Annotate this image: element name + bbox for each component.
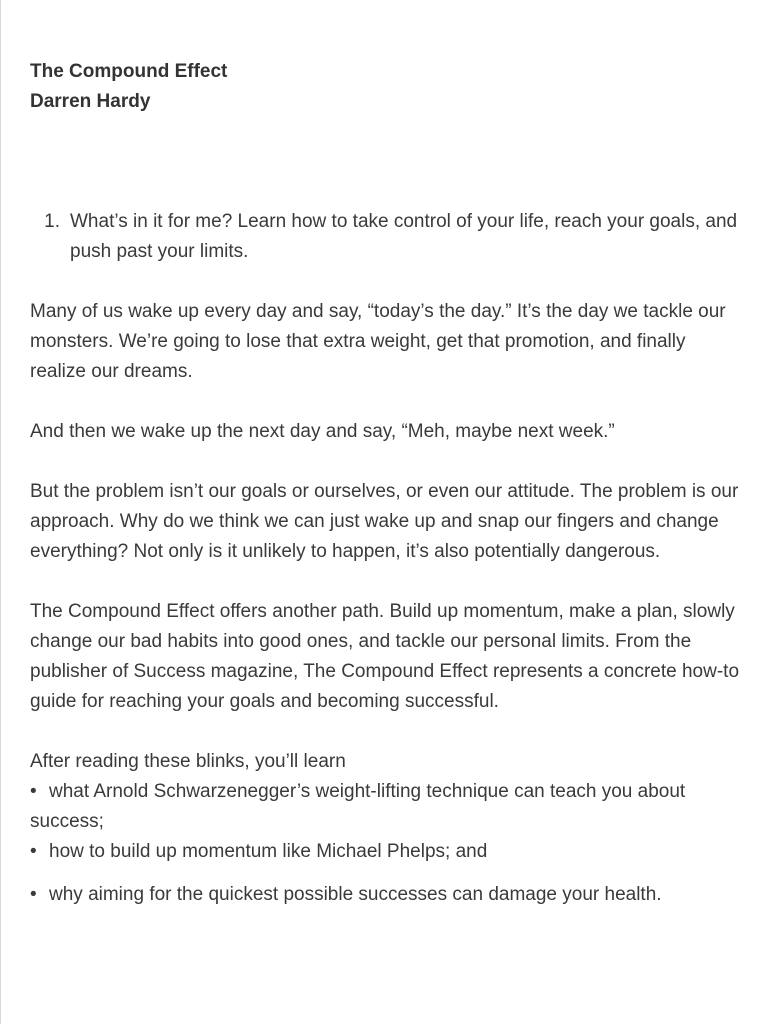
bullet-icon: •: [30, 841, 37, 862]
list-item-text: what Arnold Schwarzenegger’s weight-lifting technique can teach you about success;: [30, 781, 686, 832]
page-left-border: [0, 0, 1, 1024]
list-item: [30, 777, 742, 837]
learn-list: [30, 777, 742, 910]
list-item: [30, 880, 742, 910]
paragraph: Many of us wake up every day and say, “today’s the day.” It’s the day we tackle our monsters. We’re going to lose that extra weight, get that promotion, and finally realize our dreams.: [30, 301, 726, 382]
bullet-icon: •: [30, 884, 37, 905]
bullet-icon: •: [30, 781, 37, 802]
chapter-heading: [30, 207, 742, 267]
list-item: [30, 837, 742, 867]
paragraph: And then we wake up the next day and say, “Meh, maybe next week.”: [30, 421, 615, 442]
list-item-text: why aiming for the quickest possible successes can damage your health.: [49, 884, 662, 905]
book-author: Darren Hardy: [30, 91, 151, 112]
paragraph: But the problem isn’t our goals or ourselves, or even our attitude. The problem is our approach. Why do we think we can just wake up and snap our fingers and change everything? Not only is it unlikely to happen, it’s also potentially dangerous.: [30, 481, 739, 562]
document-page: [30, 57, 742, 910]
paragraph: The Compound Effect offers another path. Build up momentum, make a plan, slowly change our bad habits into good ones, and tackle our personal limits. From the publisher of Success magazine, The Compound Effect represents a concrete how-to guide for reaching your goals and becoming successful.: [30, 601, 740, 712]
list-item-text: how to build up momentum like Michael Phelps; and: [49, 841, 488, 862]
learn-lead: After reading these blinks, you’ll learn: [30, 751, 346, 772]
chapter-number: 1.: [44, 211, 60, 232]
chapter-heading-text: What’s in it for me? Learn how to take control of your life, reach your goals, and push past your limits.: [70, 211, 738, 262]
book-header: [30, 57, 742, 117]
book-title: The Compound Effect: [30, 61, 228, 82]
